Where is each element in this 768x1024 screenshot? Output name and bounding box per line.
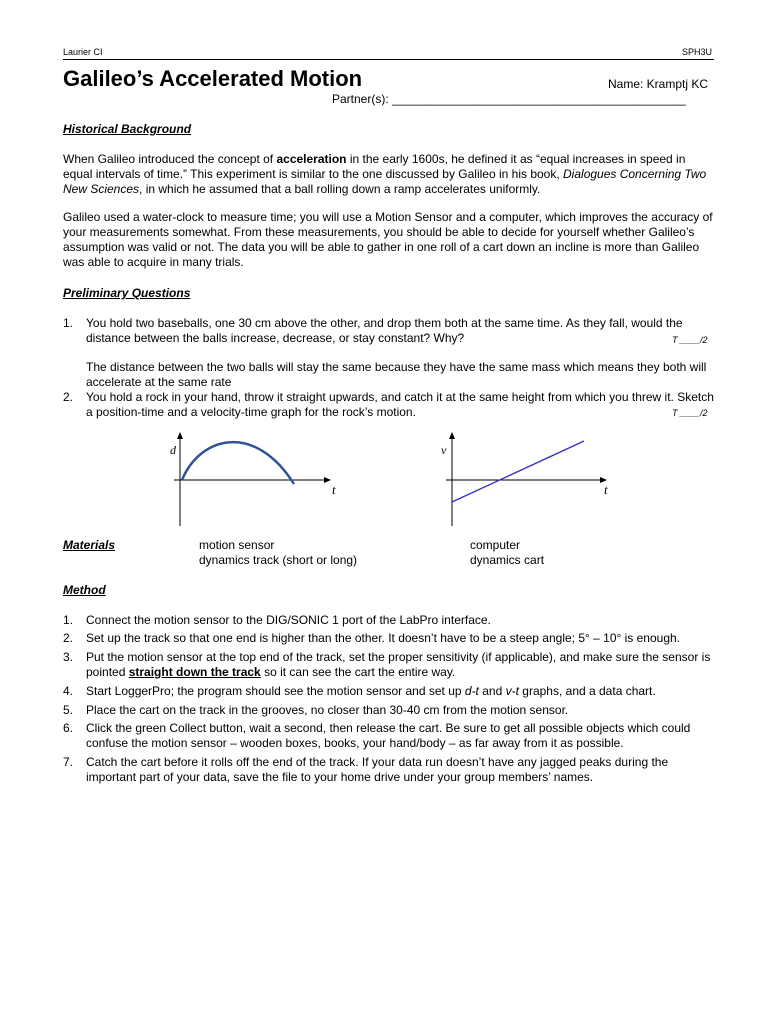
q1-text: You hold two baseballs, one 30 cm above the other, and drop them both at the same time. As they fall, would the distance between the balls increase, decrease, or stay constant? Why? [86, 316, 683, 345]
method-step-5: Place the cart on the track in the grooves, no closer than 30-40 cm from the motion sensor. [86, 703, 569, 717]
method-step-7: Catch the cart before it rolls off the end of the track. If your data run doesn’t have any jagged peaks during the important part of your data, save the file to your home drive under your group members’ names. [86, 755, 669, 784]
material-item: dynamics track (short or long) [199, 553, 358, 567]
p1-text-c: , in which he assumed that a ball rolling down a ramp accelerates uniformly. [139, 182, 541, 196]
q1-answer[interactable]: The distance between the two balls will stay the same because they have the same mass which means they both will accelerate at the same rate [86, 360, 707, 389]
q2-score: T ____/2 [672, 408, 708, 418]
q1-score: T ____/2 [672, 335, 708, 345]
pos-x-label: t [332, 482, 336, 497]
method-step-2: Set up the track so that one end is higher than the other. It doesn’t have to be a steep angle; 5° – 10° is enough. [86, 631, 681, 645]
material-item: motion sensor [199, 538, 275, 552]
historical-heading: Historical Background [63, 122, 192, 136]
school-label: Laurier CI [63, 47, 103, 57]
pos-x-arrow [324, 477, 331, 483]
pos-y-arrow [177, 432, 183, 439]
material-item: dynamics cart [470, 553, 545, 567]
step-number: 2. [63, 631, 74, 645]
partners-blank: ____________________________________________ [392, 92, 686, 106]
vel-y-arrow [449, 432, 455, 439]
name-field[interactable]: Name: Kramptj KC [608, 77, 709, 91]
step-number: 7. [63, 755, 74, 769]
step3-bold: straight down the track [128, 665, 261, 679]
step4-text-b: graphs, and a data chart. [518, 684, 656, 698]
historical-paragraph-2: Galileo used a water-clock to measure time; you will use a Motion Sensor and a computer, which improves the accuracy of your measurements somewhat. From these measurements, you should be able to decide for yourself whether Galileo’s assumption was valid or not. The data you will be able to gather in one roll of a cart down an incline is more than Galileo was able to acquire in many trials. [63, 210, 713, 269]
step-number: 5. [63, 703, 74, 717]
p1-text-b: in the early 1600s, he defined it as “equal increases in speed in equal intervals of time.” This experiment is similar to the one discussed by Galileo in his book, [63, 152, 686, 181]
velocity-time-sketch[interactable] [432, 428, 622, 530]
method-step-4 [86, 684, 716, 699]
p1-bold: acceleration [276, 152, 347, 166]
step4-text-mid: and [478, 684, 506, 698]
partners-field[interactable] [332, 92, 686, 107]
step4-text-a: Start LoggerPro; the program should see the motion sensor and set up [86, 684, 465, 698]
materials-heading: Materials [63, 538, 116, 552]
q2-number: 2. [63, 390, 74, 404]
step-number: 4. [63, 684, 74, 698]
step4-italic-1: d-t [464, 684, 479, 698]
material-item: computer [470, 538, 521, 552]
q2-text: You hold a rock in your hand, throw it straight upwards, and catch it at the same height from which you threw it. Sketch a position-time and a velocity-time graph for the rock’s motion. [86, 390, 714, 419]
step3-text-b: so it can see the cart the entire way. [260, 665, 456, 679]
method-heading: Method [63, 583, 106, 597]
vel-x-label: t [604, 482, 608, 497]
page-title: Galileo’s Accelerated Motion [63, 66, 363, 91]
q1-number: 1. [63, 316, 74, 330]
step-number: 1. [63, 613, 74, 627]
course-label: SPH3U [682, 47, 713, 57]
velocity-line [452, 441, 584, 502]
step3-text-a: Put the motion sensor at the top end of the track, set the proper sensitivity (if applicable), and make sure the sensor is pointed [86, 650, 711, 679]
historical-paragraph-1 [63, 152, 715, 197]
vel-y-label: v [441, 443, 447, 457]
step4-italic-2: v-t [505, 684, 519, 698]
p1-text-a: When Galileo introduced the concept of [63, 152, 277, 166]
preliminary-heading: Preliminary Questions [63, 286, 191, 300]
step-number: 3. [63, 650, 74, 664]
position-curve [182, 442, 294, 484]
position-time-sketch[interactable] [160, 428, 350, 530]
method-step-1: Connect the motion sensor to the DIG/SONIC 1 port of the LabPro interface. [86, 613, 491, 627]
method-step-6: Click the green Collect button, wait a second, then release the cart. Be sure to get all possible objects which could confuse the motion sensor – wooden boxes, books, your hand/body – as far away from it as possible. [86, 721, 691, 750]
partners-label: Partner(s): [332, 92, 393, 106]
step-number: 6. [63, 721, 74, 735]
header-rule [63, 59, 714, 60]
p1-italic: Dialogues Concerning Two New Sciences [63, 167, 707, 196]
method-step-3 [86, 650, 716, 680]
pos-y-label: d [170, 443, 176, 457]
